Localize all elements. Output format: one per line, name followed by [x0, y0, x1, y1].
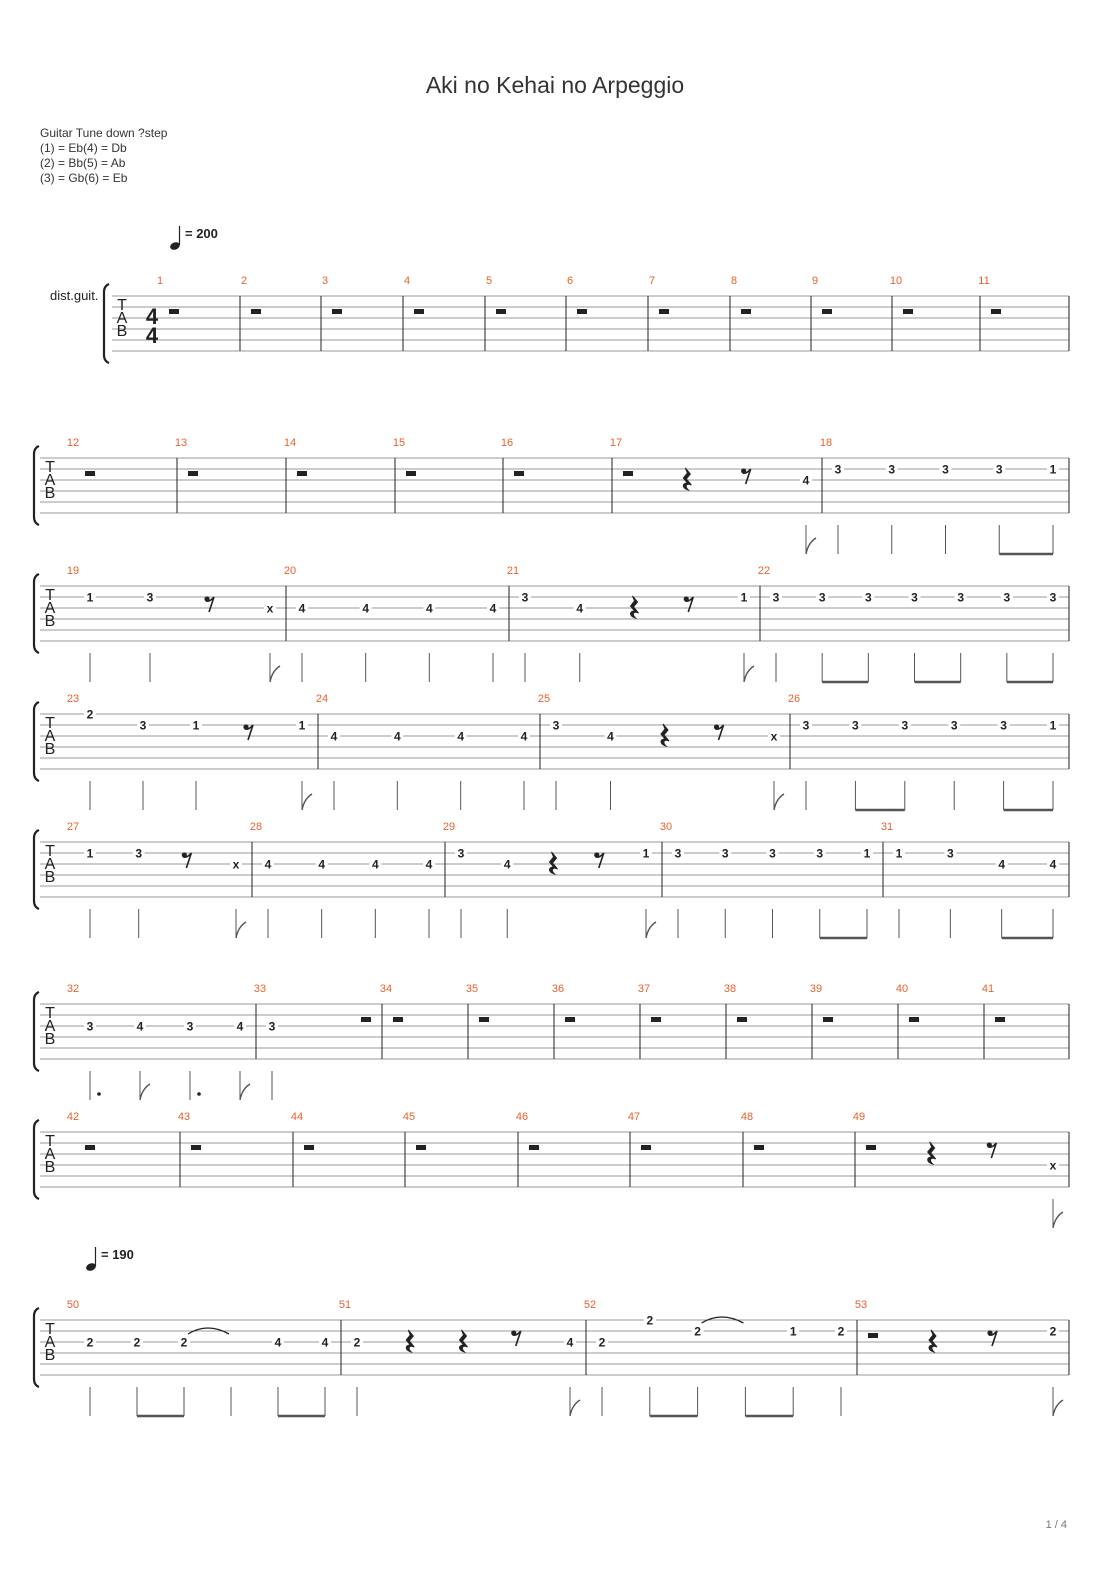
measure-number: 28	[249, 821, 263, 833]
tab-clef-letter: T	[45, 459, 55, 476]
measure-number: 30	[659, 821, 673, 833]
eighth-flag	[302, 794, 312, 810]
measure-number: 39	[809, 983, 823, 995]
half-rest	[623, 471, 633, 476]
measure-number: 49	[852, 1111, 866, 1123]
measure-number: 12	[66, 437, 80, 449]
tab-clef-letter: B	[44, 485, 56, 502]
half-rest	[514, 471, 524, 476]
fret-number: 3	[772, 590, 780, 605]
tab-clef-letter: B	[44, 1159, 56, 1176]
tab-clef-letter: B	[44, 1031, 56, 1048]
fret-number: 2	[837, 1324, 845, 1339]
measure-number: 10	[889, 275, 903, 287]
tab-clef-letter: B	[44, 613, 56, 630]
half-rest	[479, 1017, 489, 1022]
measure-number: 21	[506, 565, 520, 577]
fret-number: 3	[674, 846, 682, 861]
tuning-line: (3) = Gb(6) = Eb	[40, 171, 128, 185]
fret-number: 1	[298, 718, 306, 733]
system-bracket	[34, 446, 39, 525]
measure-number: 6	[566, 275, 574, 287]
tab-clef-letter: A	[44, 600, 56, 617]
half-rest	[991, 309, 1001, 314]
fret-number: 3	[818, 590, 826, 605]
measure-number: 47	[627, 1111, 641, 1123]
half-rest	[565, 1017, 575, 1022]
fret-number: 3	[1003, 590, 1011, 605]
tab-clef-letter: A	[44, 1146, 56, 1163]
dead-note: x	[266, 601, 274, 616]
eighth-flag	[744, 666, 754, 682]
measure-number: 45	[402, 1111, 416, 1123]
measure-number: 7	[648, 275, 656, 287]
system-bracket	[34, 830, 39, 909]
fret-number: 3	[268, 1019, 276, 1034]
fret-number: 4	[264, 857, 272, 872]
tab-clef-letter: T	[45, 1133, 55, 1150]
half-rest	[909, 1017, 919, 1022]
fret-number: 4	[1049, 857, 1057, 872]
measure-number: 32	[66, 983, 80, 995]
fret-number: 1	[1049, 462, 1057, 477]
half-rest	[85, 1145, 95, 1150]
fret-number: 1	[895, 846, 903, 861]
fret-number: 4	[236, 1019, 244, 1034]
tempo-value: = 190	[101, 1247, 134, 1262]
half-rest	[496, 309, 506, 314]
fret-number: 4	[489, 601, 497, 616]
eighth-flag	[646, 922, 656, 938]
fret-number: 3	[139, 718, 147, 733]
dead-note: x	[770, 729, 778, 744]
fret-number: 1	[642, 846, 650, 861]
fret-number: 2	[180, 1335, 188, 1350]
half-rest	[741, 309, 751, 314]
fret-number: 3	[135, 846, 143, 861]
tuning-header: Guitar Tune down ?step	[40, 126, 168, 140]
dead-note: x	[232, 857, 240, 872]
fret-number: 3	[942, 462, 949, 477]
quarter-rest	[631, 596, 639, 618]
half-rest	[406, 471, 416, 476]
measure-number: 23	[66, 693, 80, 705]
half-rest	[822, 309, 832, 314]
half-rest	[332, 309, 342, 314]
fret-number: 2	[598, 1335, 606, 1350]
measure-number: 20	[283, 565, 297, 577]
fret-number: 1	[740, 590, 748, 605]
fret-number: 1	[192, 718, 200, 733]
measure-number: 53	[854, 1299, 868, 1311]
tab-clef-letter: A	[44, 1018, 56, 1035]
fret-number: 3	[1049, 590, 1057, 605]
eighth-flag	[570, 1400, 580, 1416]
eighth-flag	[806, 538, 816, 554]
measure-number: 51	[338, 1299, 352, 1311]
measure-number: 17	[609, 437, 623, 449]
half-rest	[85, 471, 95, 476]
tuning-line: (1) = Eb(4) = Db	[40, 141, 127, 155]
fret-number: 3	[1000, 718, 1007, 733]
fret-number: 1	[1049, 718, 1057, 733]
measure-number: 1	[156, 275, 164, 287]
dot	[197, 1092, 201, 1096]
half-rest	[737, 1017, 747, 1022]
fret-number: 2	[86, 707, 94, 722]
measure-number: 36	[551, 983, 565, 995]
tab-clef-letter: T	[45, 587, 55, 604]
quarter-rest	[929, 1330, 937, 1352]
half-rest	[414, 309, 424, 314]
fret-number: 4	[457, 729, 465, 744]
fret-number: 1	[86, 846, 94, 861]
instrument-label: dist.guit.	[50, 288, 99, 303]
fret-number: 4	[371, 857, 379, 872]
tab-clef-letter: A	[44, 728, 56, 745]
measure-number: 48	[740, 1111, 754, 1123]
fret-number: 4	[607, 729, 614, 744]
tuning-line: (2) = Bb(5) = Ab	[40, 156, 126, 170]
fret-number: 2	[694, 1324, 701, 1339]
fret-number: 3	[957, 590, 965, 605]
tab-clef-letter: A	[44, 472, 56, 489]
fret-number: 3	[901, 718, 909, 733]
eighth-flag	[1053, 1212, 1063, 1228]
fret-number: 4	[576, 601, 584, 616]
tab-clef-letter: B	[44, 1347, 56, 1364]
fret-number: 4	[274, 1335, 282, 1350]
measure-number: 50	[66, 1299, 80, 1311]
quarter-rest	[683, 468, 691, 490]
half-rest	[868, 1333, 878, 1338]
half-rest	[577, 309, 587, 314]
half-rest	[651, 1017, 661, 1022]
half-rest	[251, 309, 261, 314]
fret-number: 4	[520, 729, 528, 744]
half-rest	[169, 309, 179, 314]
half-rest	[416, 1145, 426, 1150]
fret-number: 1	[86, 590, 94, 605]
fret-number: 4	[330, 729, 338, 744]
measure-number: 43	[177, 1111, 191, 1123]
fret-number: 4	[318, 857, 326, 872]
measure-number: 22	[757, 565, 771, 577]
system-bracket	[104, 284, 109, 363]
fret-number: 3	[995, 462, 1003, 477]
fret-number: 3	[86, 1019, 94, 1034]
system-bracket	[34, 1308, 39, 1387]
fret-number: 3	[946, 846, 954, 861]
measure-number: 41	[981, 983, 995, 995]
page-number: 1 / 4	[1045, 1519, 1067, 1531]
half-rest	[188, 471, 198, 476]
fret-number: 4	[136, 1019, 144, 1034]
fret-number: 2	[353, 1335, 361, 1350]
tempo-value: = 200	[185, 226, 218, 241]
fret-number: 2	[1049, 1324, 1057, 1339]
measure-number: 24	[315, 693, 329, 705]
fret-number: 4	[393, 729, 401, 744]
measure-number: 35	[465, 983, 479, 995]
half-rest	[297, 471, 307, 476]
half-rest	[903, 309, 913, 314]
measure-number: 15	[392, 437, 406, 449]
measure-number: 3	[321, 275, 329, 287]
measure-number: 40	[895, 983, 909, 995]
measure-number: 37	[637, 983, 651, 995]
half-rest	[191, 1145, 201, 1150]
fret-number: 3	[721, 846, 729, 861]
measure-number: 18	[819, 437, 833, 449]
half-rest	[866, 1145, 876, 1150]
half-rest	[659, 309, 669, 314]
quarter-rest	[928, 1142, 936, 1164]
tab-clef-letter: B	[116, 323, 128, 340]
half-rest	[361, 1017, 371, 1022]
tab-clef-letter: T	[117, 297, 127, 314]
fret-number: 3	[888, 462, 896, 477]
time-signature-bottom: 4	[145, 323, 159, 348]
dot	[97, 1092, 101, 1096]
tab-clef-letter: T	[45, 715, 55, 732]
quarter-rest	[406, 1330, 414, 1352]
fret-number: 3	[834, 462, 842, 477]
fret-number: 2	[646, 1313, 654, 1328]
fret-number: 3	[186, 1019, 194, 1034]
fret-number: 4	[998, 857, 1006, 872]
half-rest	[529, 1145, 539, 1150]
tab-clef-letter: A	[44, 1334, 56, 1351]
measure-number: 46	[515, 1111, 529, 1123]
system-bracket	[34, 702, 39, 781]
half-rest	[754, 1145, 764, 1150]
eighth-flag	[140, 1084, 150, 1100]
measure-number: 33	[253, 983, 267, 995]
measure-number: 13	[174, 437, 188, 449]
fret-number: 4	[298, 601, 306, 616]
half-rest	[641, 1145, 651, 1150]
measure-number: 27	[66, 821, 80, 833]
measure-number: 44	[290, 1111, 304, 1123]
eighth-flag	[240, 1084, 250, 1100]
measure-number: 34	[379, 983, 393, 995]
fret-number: 3	[950, 718, 958, 733]
quarter-rest	[460, 1330, 468, 1352]
fret-number: 3	[146, 590, 154, 605]
eighth-flag	[236, 922, 246, 938]
tab-clef-letter: A	[44, 856, 56, 873]
quarter-rest	[661, 724, 669, 746]
measure-number: 9	[811, 275, 819, 287]
measure-number: 42	[66, 1111, 80, 1123]
measure-number: 14	[283, 437, 297, 449]
eighth-flag	[1053, 1400, 1063, 1416]
half-rest	[393, 1017, 403, 1022]
fret-number: 2	[133, 1335, 141, 1350]
fret-number: 2	[86, 1335, 94, 1350]
measure-number: 31	[880, 821, 894, 833]
fret-number: 3	[552, 718, 560, 733]
measure-number: 38	[723, 983, 737, 995]
system-bracket	[34, 574, 39, 653]
measure-number: 25	[537, 693, 551, 705]
half-rest	[304, 1145, 314, 1150]
dead-note: x	[1049, 1158, 1057, 1173]
tab-clef-letter: T	[45, 1321, 55, 1338]
fret-number: 3	[852, 718, 859, 733]
half-rest	[823, 1017, 833, 1022]
fret-number: 4	[802, 473, 810, 488]
fret-number: 4	[425, 857, 433, 872]
fret-number: 1	[789, 1324, 797, 1339]
fret-number: 3	[802, 718, 810, 733]
fret-number: 4	[566, 1335, 574, 1350]
measure-number: 4	[403, 275, 411, 287]
measure-number: 19	[66, 565, 80, 577]
measure-number: 52	[583, 1299, 597, 1311]
fret-number: 4	[362, 601, 370, 616]
measure-number: 26	[787, 693, 801, 705]
fret-number: 3	[911, 590, 918, 605]
song-title: Aki no Kehai no Arpeggio	[425, 72, 685, 98]
half-rest	[995, 1017, 1005, 1022]
measure-number: 16	[500, 437, 514, 449]
measure-number: 29	[442, 821, 456, 833]
fret-number: 3	[457, 846, 465, 861]
tab-clef-letter: A	[116, 310, 128, 327]
fret-number: 4	[321, 1335, 329, 1350]
fret-number: 1	[863, 846, 871, 861]
fret-number: 4	[425, 601, 433, 616]
fret-number: 3	[816, 846, 824, 861]
fret-number: 4	[503, 857, 511, 872]
fret-number: 3	[769, 846, 776, 861]
tab-clef-letter: T	[45, 1005, 55, 1022]
system-bracket	[34, 1120, 39, 1199]
eighth-flag	[270, 666, 280, 682]
measure-number: 11	[978, 275, 990, 287]
measure-number: 2	[240, 275, 248, 287]
time-signature-top: 4	[145, 304, 159, 329]
quarter-rest	[550, 852, 558, 874]
fret-number: 3	[864, 590, 872, 605]
measure-number: 8	[730, 275, 738, 287]
eighth-flag	[774, 794, 784, 810]
tab-clef-letter: B	[44, 741, 56, 758]
measure-number: 5	[485, 275, 493, 287]
fret-number: 3	[521, 590, 529, 605]
tab-clef-letter: B	[44, 869, 56, 886]
system-bracket	[34, 992, 39, 1071]
tab-clef-letter: T	[45, 843, 55, 860]
